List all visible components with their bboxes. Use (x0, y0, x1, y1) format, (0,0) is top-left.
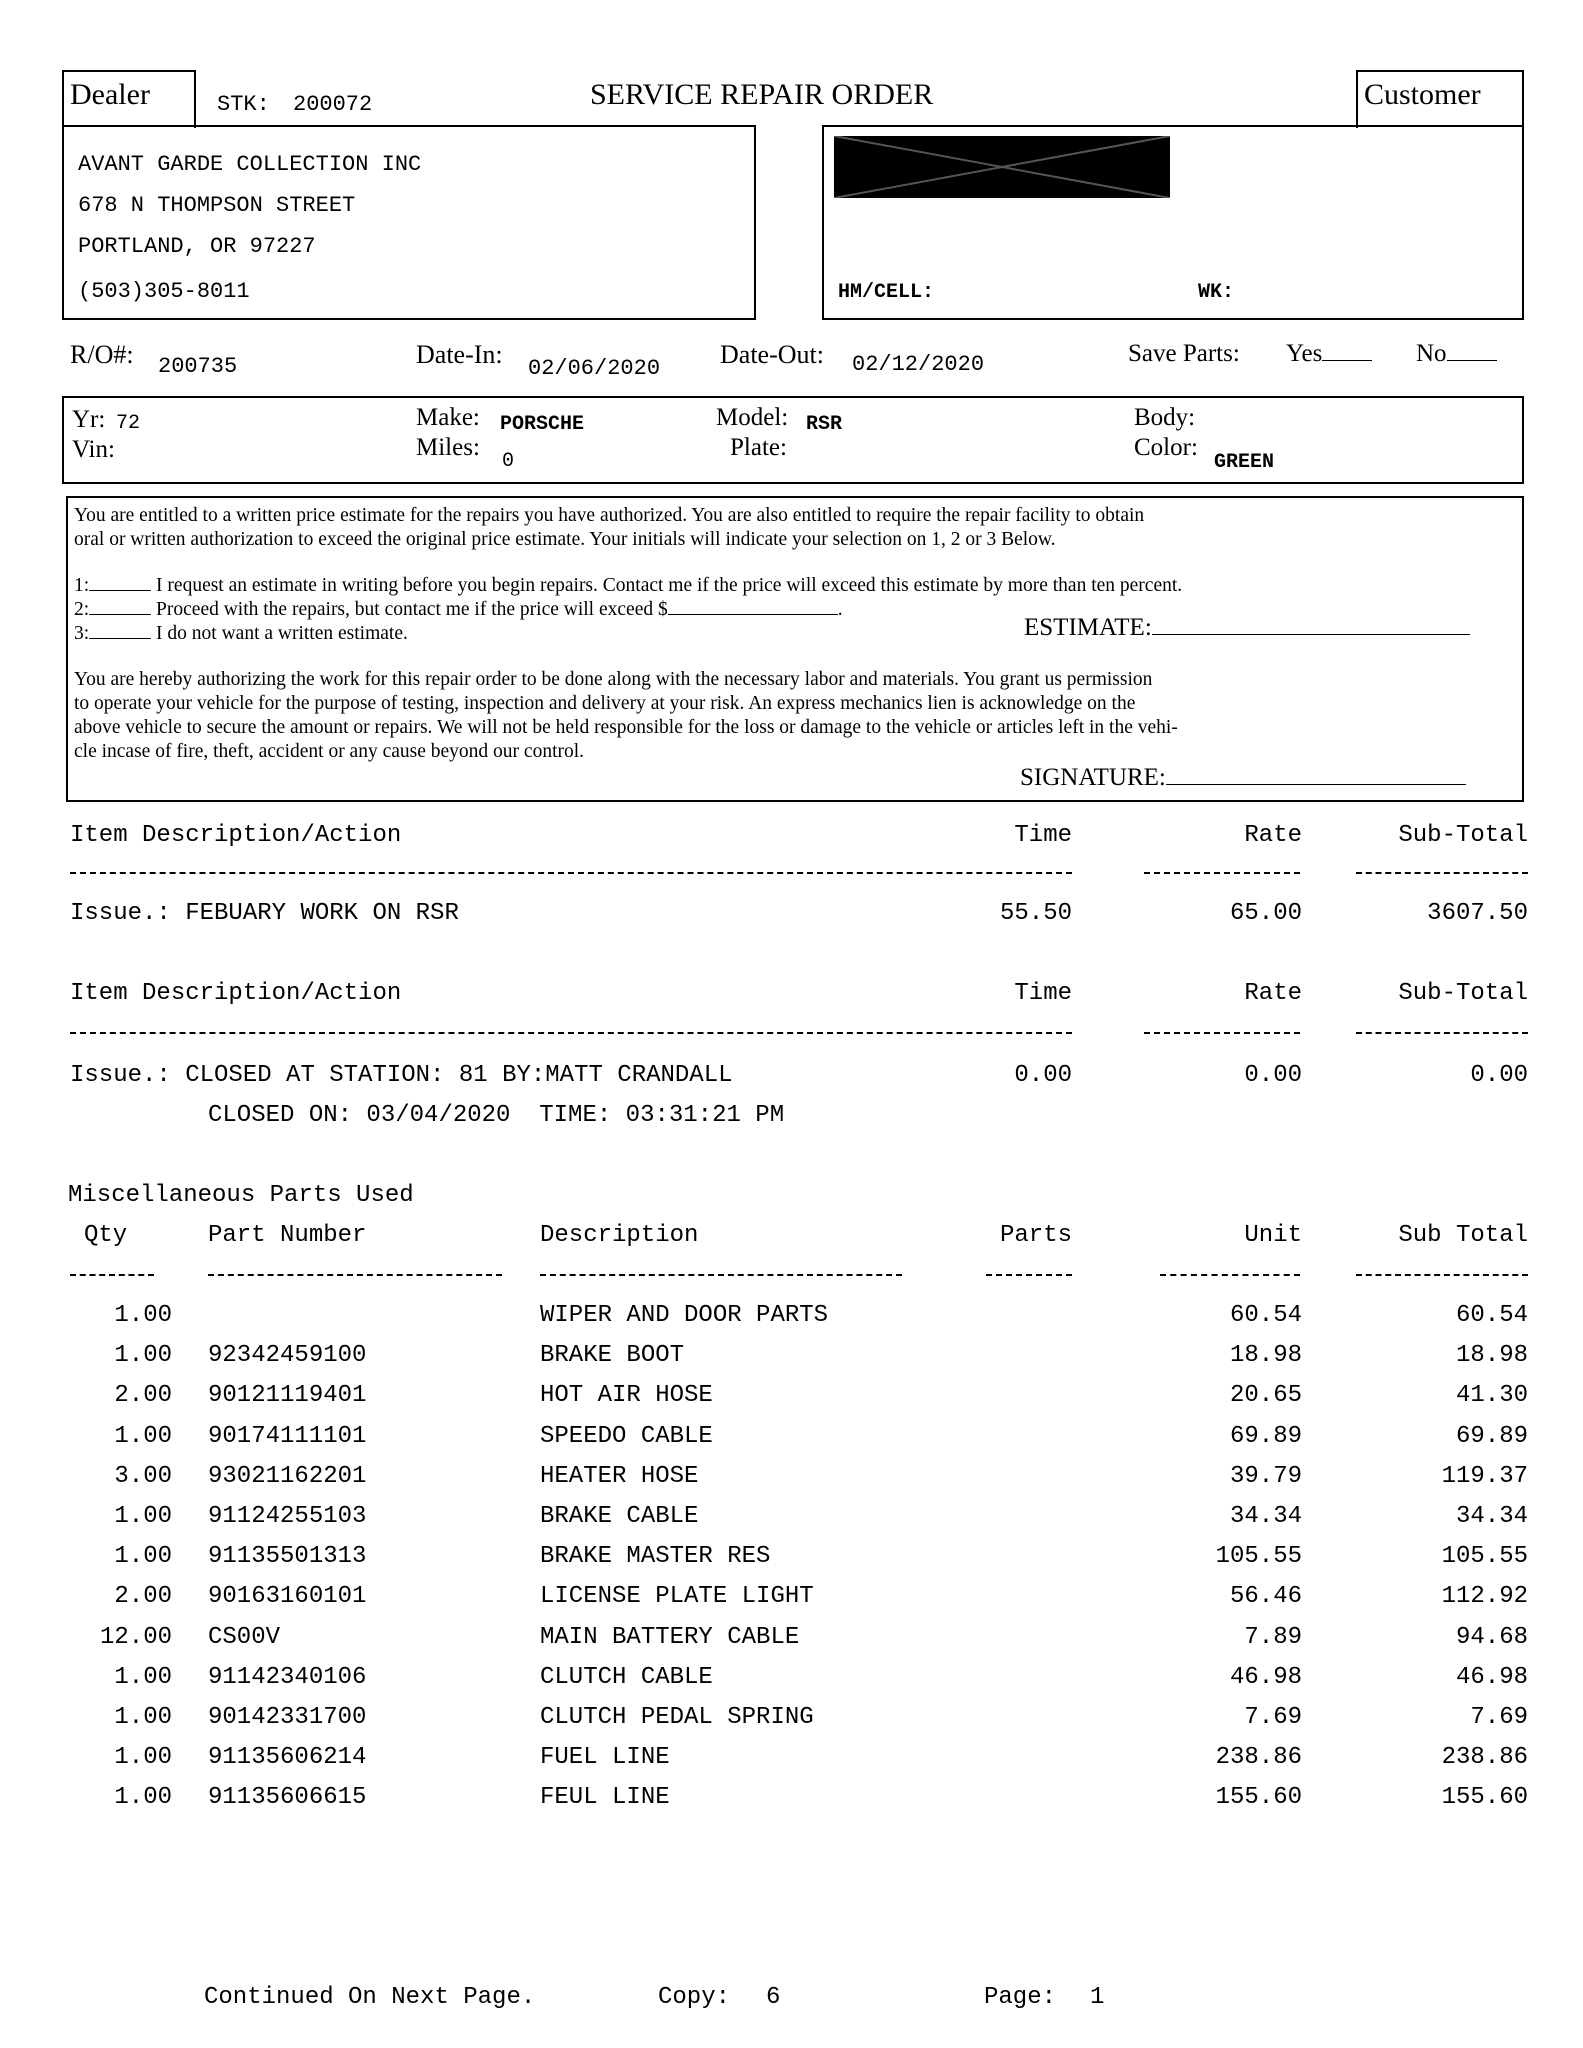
part-subtotal: 60.54 (1455, 1302, 1528, 1329)
stk-label: STK: (217, 92, 270, 117)
copy-value: 6 (766, 1984, 781, 2011)
date-out-label: Date-Out: (720, 340, 824, 369)
estimate-blank[interactable] (1152, 634, 1470, 635)
date-in-value: 02/06/2020 (528, 356, 661, 381)
signature-field[interactable] (1020, 764, 1466, 792)
part-number: 90163160101 (208, 1583, 367, 1610)
part-qty: 1.00 (114, 1503, 172, 1530)
option-2: 2: Proceed with the repairs, but contact me if the price will exceed $ . (74, 599, 843, 620)
labor1-rate: 65.00 (1229, 900, 1302, 927)
part-qty: 1.00 (114, 1704, 172, 1731)
labor2-subtotal: 0.00 (1470, 1062, 1528, 1089)
part-description: CLUTCH PEDAL SPRING (540, 1704, 814, 1731)
plate-label: Plate: (730, 434, 787, 461)
no-blank[interactable] (1447, 360, 1497, 361)
part-subtotal: 105.55 (1441, 1543, 1528, 1570)
yr-value: 72 (116, 412, 141, 435)
part-subtotal: 238.86 (1441, 1744, 1528, 1771)
labor2-rule-sub (1356, 1032, 1528, 1034)
option-1-text: I request an estimate in writing before you begin repairs. Contact me if the price will exceed this estimate by more than ten percent. (156, 575, 1183, 596)
option-3 (74, 614, 1514, 646)
part-subtotal: 18.98 (1455, 1342, 1528, 1369)
part-qty: 1.00 (114, 1744, 172, 1771)
part-description: FUEL LINE (540, 1744, 670, 1771)
date-in-label: Date-In: (416, 340, 503, 369)
part-unit-price: 39.79 (1229, 1463, 1302, 1490)
yes-label: Yes (1286, 340, 1323, 367)
parts-rule-unit (1160, 1274, 1300, 1276)
parts-rule-desc (540, 1274, 902, 1276)
part-unit-price: 7.69 (1244, 1704, 1302, 1731)
parts-rule-sub (1356, 1274, 1528, 1276)
model-label: Model: (716, 404, 789, 431)
dealer-city: PORTLAND, OR 97227 (78, 234, 316, 259)
part-qty: 1.00 (114, 1423, 172, 1450)
part-number: 91124255103 (208, 1503, 367, 1530)
part-subtotal: 34.34 (1455, 1503, 1528, 1530)
labor1-header-time: Time (1014, 822, 1072, 849)
part-subtotal: 119.37 (1441, 1463, 1528, 1490)
dealer-name: AVANT GARDE COLLECTION INC (78, 152, 422, 177)
parts-rule-part (208, 1274, 502, 1276)
part-subtotal: 46.98 (1455, 1664, 1528, 1691)
part-subtotal: 69.89 (1455, 1423, 1528, 1450)
part-description: SPEEDO CABLE (540, 1423, 713, 1450)
part-description: HOT AIR HOSE (540, 1382, 713, 1409)
part-description: BRAKE MASTER RES (540, 1543, 771, 1570)
labor1-desc: Issue.: FEBUARY WORK ON RSR (70, 900, 459, 927)
labor2-time: 0.00 (1014, 1062, 1072, 1089)
part-subtotal: 94.68 (1455, 1624, 1528, 1651)
labor2-desc-line2: CLOSED ON: 03/04/2020 TIME: 03:31:21 PM (208, 1102, 785, 1129)
vehicle-box (62, 396, 1524, 484)
part-unit-price: 155.60 (1215, 1784, 1302, 1811)
date-out-value: 02/12/2020 (852, 352, 985, 377)
labor1-time: 55.50 (999, 900, 1072, 927)
part-qty: 1.00 (114, 1664, 172, 1691)
labor1-header-rate: Rate (1244, 822, 1302, 849)
option-2-initial[interactable] (89, 614, 151, 615)
auth-line-1: You are hereby authorizing the work for this repair order to be done along with the necessary labor and materials. You grant us permission (74, 669, 1153, 690)
part-subtotal: 155.60 (1441, 1784, 1528, 1811)
option-3-text: I do not want a written estimate. (156, 623, 408, 644)
labor2-desc: Issue.: CLOSED AT STATION: 81 BY:MATT CRANDALL (70, 1062, 733, 1089)
part-description: LICENSE PLATE LIGHT (540, 1583, 814, 1610)
labor1-rule-desc (70, 872, 1072, 874)
parts-header-unit: Unit (1244, 1222, 1302, 1249)
part-number: 93021162201 (208, 1463, 367, 1490)
part-qty: 1.00 (114, 1302, 172, 1329)
save-parts-yes[interactable] (1286, 340, 1372, 368)
part-unit-price: 7.89 (1244, 1624, 1302, 1651)
auth-line-2: to operate your vehicle for the purpose of testing, inspection and delivery at your risk. An express mechanics lien is acknowledge on the (74, 693, 1136, 714)
part-subtotal: 7.69 (1470, 1704, 1528, 1731)
labor2-rule-desc (70, 1032, 1072, 1034)
continued-text: Continued On Next Page. (204, 1984, 536, 2011)
labor2-header-desc: Item Description/Action (70, 980, 402, 1007)
estimate-label: ESTIMATE: (1024, 614, 1152, 641)
make-value: PORSCHE (500, 413, 585, 436)
hm-cell-label: HM/CELL: (838, 281, 935, 304)
part-unit-price: 238.86 (1215, 1744, 1302, 1771)
parts-header-part-number: Part Number (208, 1222, 367, 1249)
make-label: Make: (416, 404, 480, 431)
option-1-initial[interactable] (89, 590, 151, 591)
part-unit-price: 56.46 (1229, 1583, 1302, 1610)
intro-line-1: You are entitled to a written price estimate for the repairs you have authorized. You are also entitled to require the repair facility to obtain (74, 505, 1145, 526)
vin-label: Vin: (72, 436, 115, 463)
stk-value: 200072 (293, 92, 373, 117)
part-description: HEATER HOSE (540, 1463, 699, 1490)
labor2-header-rate: Rate (1244, 980, 1302, 1007)
part-unit-price: 60.54 (1229, 1302, 1302, 1329)
copy-label: Copy: (658, 1984, 731, 2011)
part-qty: 3.00 (114, 1463, 172, 1490)
part-qty: 1.00 (114, 1784, 172, 1811)
part-qty: 2.00 (114, 1382, 172, 1409)
option-2-num: 2: (74, 599, 90, 620)
option-2-amount[interactable] (668, 614, 838, 615)
parts-header-qty: Qty (84, 1222, 128, 1249)
parts-header-subtotal: Sub Total (1398, 1222, 1528, 1249)
labor2-rate: 0.00 (1244, 1062, 1302, 1089)
labor1-rule-sub (1356, 872, 1528, 874)
labor2-header-subtotal: Sub-Total (1398, 980, 1528, 1007)
part-description: FEUL LINE (540, 1784, 670, 1811)
signature-blank[interactable] (1166, 784, 1466, 785)
part-number: 90142331700 (208, 1704, 367, 1731)
page-label: Page: (984, 1984, 1057, 2011)
save-parts-no[interactable] (1416, 340, 1497, 368)
terms-text (74, 504, 1514, 764)
labor2-header-time: Time (1014, 980, 1072, 1007)
option-1-num: 1: (74, 575, 90, 596)
miles-label: Miles: (416, 434, 480, 461)
part-number: 90174111101 (208, 1423, 367, 1450)
ro-value: 200735 (158, 354, 238, 379)
part-description: WIPER AND DOOR PARTS (540, 1302, 829, 1329)
labor1-header-desc: Item Description/Action (70, 822, 402, 849)
dealer-tab-label: Dealer (70, 78, 150, 111)
part-subtotal: 41.30 (1455, 1382, 1528, 1409)
part-unit-price: 20.65 (1229, 1382, 1302, 1409)
part-qty: 1.00 (114, 1342, 172, 1369)
part-number: 91135501313 (208, 1543, 367, 1570)
yes-blank[interactable] (1322, 360, 1372, 361)
part-unit-price: 34.34 (1229, 1503, 1302, 1530)
labor2-rule-rate (1144, 1032, 1300, 1034)
page-value: 1 (1090, 1984, 1105, 2011)
parts-section-title: Miscellaneous Parts Used (68, 1182, 414, 1209)
color-value: GREEN (1214, 451, 1275, 474)
part-unit-price: 18.98 (1229, 1342, 1302, 1369)
part-number: 91135606615 (208, 1784, 367, 1811)
labor1-subtotal: 3607.50 (1427, 900, 1528, 927)
part-number: 91135606214 (208, 1744, 367, 1771)
part-description: CLUTCH CABLE (540, 1664, 713, 1691)
option-2-text: Proceed with the repairs, but contact me if the price will exceed $ (156, 599, 668, 620)
part-description: BRAKE CABLE (540, 1503, 699, 1530)
part-number: 92342459100 (208, 1342, 367, 1369)
part-description: BRAKE BOOT (540, 1342, 685, 1369)
part-number: CS00V (208, 1624, 281, 1651)
yr-label: Yr: (72, 406, 106, 433)
wk-label: WK: (1198, 281, 1235, 304)
part-number: 90121119401 (208, 1382, 367, 1409)
body-label: Body: (1134, 404, 1196, 431)
option-3-num: 3: (74, 623, 90, 644)
part-unit-price: 69.89 (1229, 1423, 1302, 1450)
dealer-phone: (503)305-8011 (78, 279, 250, 304)
part-qty: 2.00 (114, 1583, 172, 1610)
model-value: RSR (806, 413, 843, 436)
part-number: 91142340106 (208, 1664, 367, 1691)
parts-header-description: Description (540, 1222, 699, 1249)
parts-rule-qty (70, 1274, 154, 1276)
part-qty: 12.00 (99, 1624, 172, 1651)
part-unit-price: 46.98 (1229, 1664, 1302, 1691)
estimate-field[interactable] (1024, 616, 1470, 640)
parts-rule-parts (986, 1274, 1072, 1276)
part-description: MAIN BATTERY CABLE (540, 1624, 800, 1651)
auth-line-3: above vehicle to secure the amount or repairs. We will not be held responsible for the loss or damage to the vehicle or articles left in the vehi- (74, 717, 1178, 738)
option-1 (74, 574, 1514, 598)
part-unit-price: 105.55 (1215, 1543, 1302, 1570)
auth-line-4: cle incase of fire, theft, accident or any cause beyond our control. (74, 741, 585, 762)
page-title: SERVICE REPAIR ORDER (590, 78, 934, 111)
part-qty: 1.00 (114, 1543, 172, 1570)
intro-line-2: oral or written authorization to exceed the original price estimate. Your initials will indicate your selection on 1, 2 or 3 Below. (74, 529, 1056, 550)
customer-tab-label: Customer (1364, 78, 1481, 111)
ro-label: R/O#: (70, 340, 134, 369)
labor1-rule-rate (1144, 872, 1300, 874)
save-parts-label: Save Parts: (1128, 340, 1240, 367)
dealer-street: 678 N THOMPSON STREET (78, 193, 356, 218)
part-subtotal: 112.92 (1441, 1583, 1528, 1610)
option-3-initial[interactable] (89, 638, 151, 639)
color-label: Color: (1134, 434, 1198, 461)
no-label: No (1416, 340, 1447, 367)
miles-value: 0 (502, 450, 515, 473)
parts-header-parts: Parts (999, 1222, 1072, 1249)
labor1-header-subtotal: Sub-Total (1398, 822, 1528, 849)
redaction-block (834, 136, 1170, 198)
signature-label: SIGNATURE: (1020, 764, 1166, 791)
